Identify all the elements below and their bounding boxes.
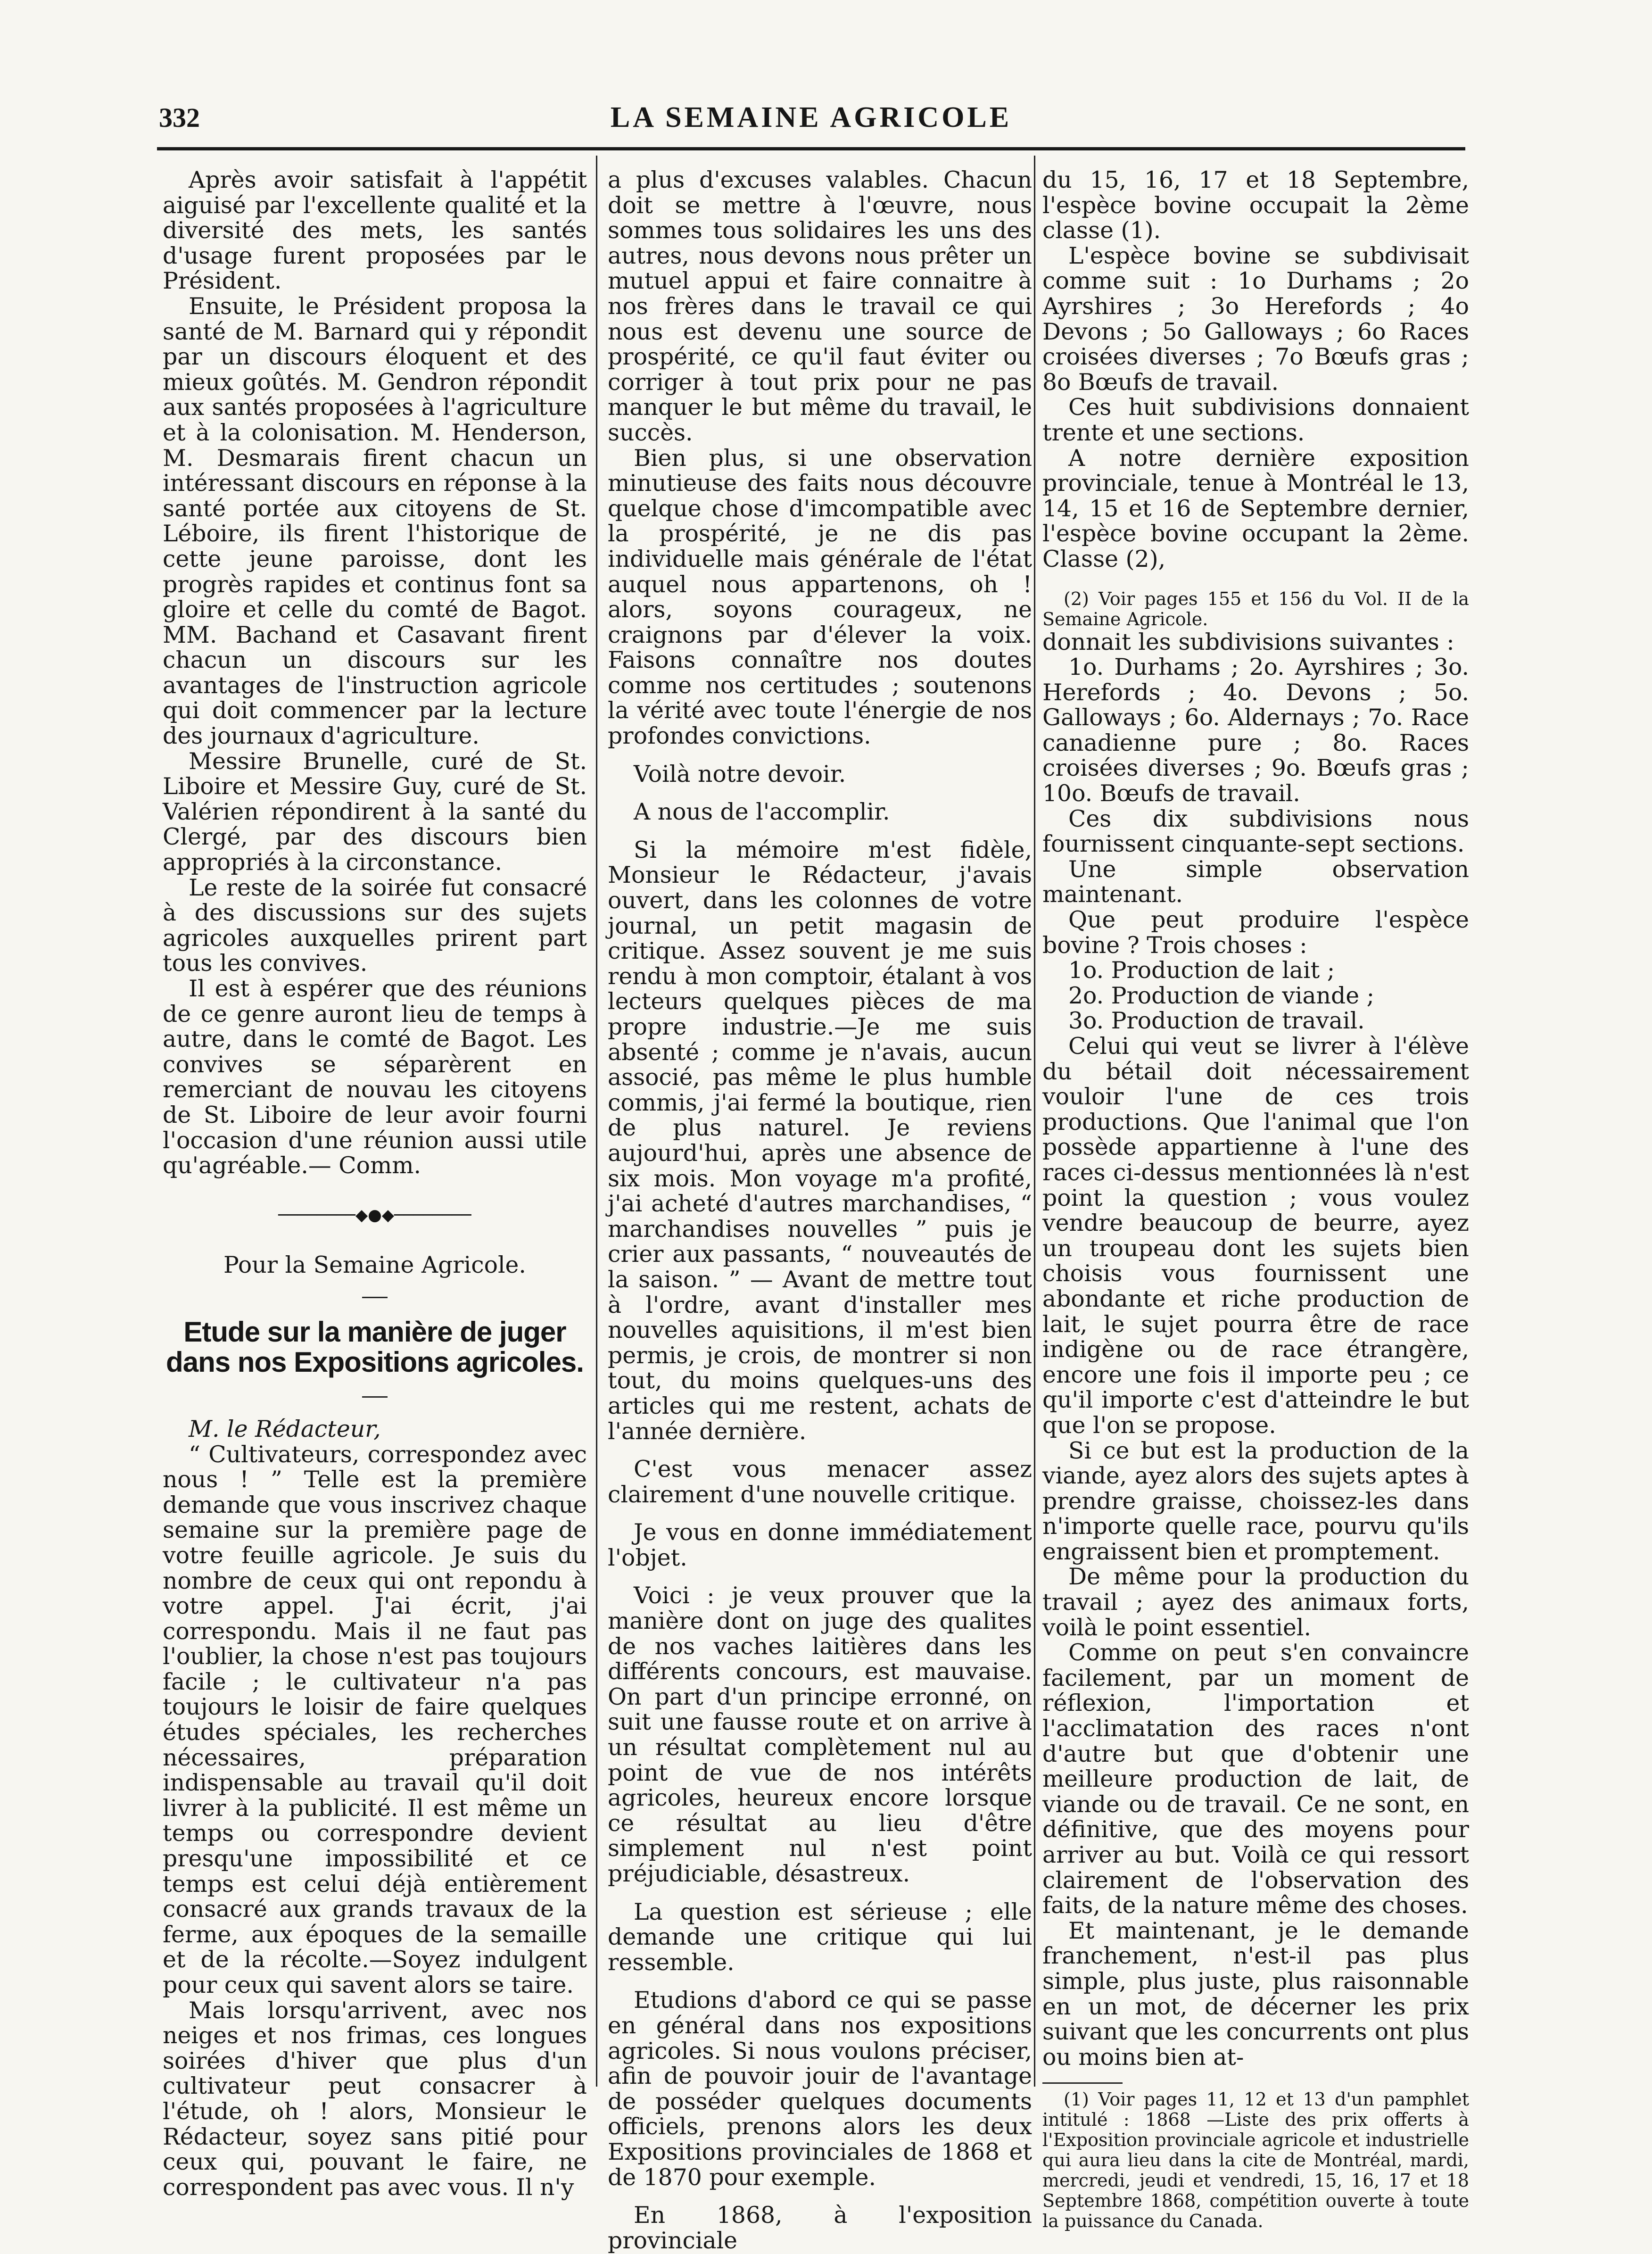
list-item: 3o. Production de travail. — [1068, 1007, 1365, 1035]
list-item: 2o. Production de viande ; — [1068, 982, 1375, 1009]
paragraph: Ces huit subdivisions donnaient trente et une sections. — [1042, 394, 1469, 446]
divider-dash — [362, 1396, 388, 1398]
paragraph: Ces dix subdivisions nous fournissent cinquante-sept sections. — [1042, 805, 1469, 858]
column-3 — [1042, 166, 1469, 2232]
paragraph: Etudions d'abord ce qui se passe en général dans nos expositions agricoles. Si nous voulons préciser, afin de pouvoir jouir de l'avantage de posséder quelques documents officiels, prenons alors les deux Expositions provinciales de 1868 et de 1870 pour exemple. — [608, 1987, 1032, 2191]
column-1 — [163, 166, 587, 2201]
paragraph: Mais lorsqu'arrivent, avec nos neiges et nos frimas, ces longues soirées d'hiver que plus d'un cultivateur peut consacrer à l'étude, oh ! alors, Monsieur le Rédacteur, soyez sans pitié pour ceux qui, pouvant le faire, ne correspondent pas avec vous. Il n'y — [163, 1997, 587, 2201]
paragraph: Si la mémoire m'est fidèle, Monsieur le Rédacteur, j'avais ouvert, dans les colonnes de votre journal, un petit magasin de critique. Assez souvent je me suis rendu à mon comptoir, étalant à vos lecteurs quelques pièces de ma propre industrie.—Je me suis absenté ; comme je n'avais, aucun associé, pas même le plus humble commis, j'ai fermé la boutique, rien de plus naturel. Je reviens aujourd'hui, après une absence de six mois. Mon voyage m'a profité, j'ai acheté d'autres marchandises, “ marchandises nouvelles ” puis je crier aux passants, “ nouveautés de la saison. ” — Avant de mettre tout à l'ordre, avant d'installer mes nouvelles aquisitions, il m'est bien permis, je crois, de montrer si non tout, du moins quelques-uns des articles qui me restent, achats de l'année dernière. — [608, 836, 1032, 1445]
paragraph: Voilà notre devoir. — [634, 760, 846, 787]
article-title: Etude sur la manière de juger dans nos Expositions agricoles. — [166, 1316, 584, 1378]
paragraph: Le reste de la soirée fut consacré à des discussions sur des sujets agricoles auxquelles prirent part tous les convives. — [163, 874, 587, 977]
footnote-rule — [1042, 2082, 1123, 2084]
section-ornament: ────────◆●◆──────── — [278, 1205, 471, 1225]
paragraph: Si ce but est la production de la viande, ayez alors des sujets aptes à prendre graisse, choissez-les dans n'importe quelle race, pourvu qu'ils engraissent bien et promptement. — [1042, 1437, 1469, 1565]
attribution-line: Pour la Semaine Agricole. — [223, 1251, 526, 1279]
paragraph: Une simple observation maintenant. — [1042, 855, 1469, 908]
divider-dash — [362, 1297, 388, 1298]
paragraph: Que peut produire l'espèce bovine ? Trois choses : — [1042, 906, 1469, 959]
paragraph: Comme on peut s'en convaincre facilement, par un moment de réflexion, l'importation et l'acclimatation des races n'ont d'autre but que d'obtenir une meilleure production de lait, de viande ou de travail. Ce ne sont, en définitive, que des moyens pour arriver au but. Voilà ce qui ressort clairement de l'observation des faits, de la nature même des choses. — [1042, 1639, 1469, 1919]
column-divider — [596, 156, 597, 2087]
paragraph: Je vous en donne immédiatement l'objet. — [608, 1519, 1032, 1571]
paragraph: donnait les subdivisions suivantes : — [1042, 628, 1454, 655]
column-divider — [1034, 156, 1035, 2087]
header-rule — [157, 147, 1465, 150]
paragraph: Celui qui veut se livrer à l'élève du bétail doit nécessairement vouloir l'une de ces trois productions. Que l'animal que l'on possède appartienne à l'une des races ci-dessus mentionnées là n'est point la question ; vous voulez vendre beaucoup de beurre, ayez un troupeau dont les sujets bien choisis vous fournissent une abondante et riche production de lait, le sujet pourra être de race indigène ou de race étrangère, encore une fois il importe peu ; ce qu'il importe c'est d'atteindre le but que l'on se propose. — [1042, 1033, 1469, 1439]
page-number: 332 — [159, 102, 200, 133]
paragraph: Après avoir satisfait à l'appétit aiguisé par l'excellente qualité et la diversité des mets, les santés d'usage furent proposées par le Président. — [163, 166, 587, 295]
paragraph: Bien plus, si une observation minutieuse des faits nous découvre quelque chose d'imcompatible avec la prospérité, je ne dis pas individuelle mais générale de l'état auquel nous appartenons, oh ! alors, soyons courageux, ne craignons par d'élever la voix. Faisons connaître nos doutes comme nos certitudes ; soutenons la vérité avec toute l'énergie de nos profondes convictions. — [608, 444, 1032, 750]
column-2 — [608, 166, 1032, 2254]
paragraph: Il est à espérer que des réunions de ce genre auront lieu de temps à autre, dans le comté de Bagot. Les convives se séparèrent en remerciant de nouvau les citoyens de St. Liboire de leur avoir fourni l'occasion d'une réunion aussi utile qu'agréable.— Comm. — [163, 975, 587, 1179]
list-item: 1o. Production de lait ; — [1068, 957, 1335, 984]
paragraph: Ensuite, le Président proposa la santé de M. Barnard qui y répondit par un discours éloquent et des mieux goûtés. M. Gendron répondit aux santés proposées à l'agriculture et à la colonisation. M. Henderson, M. Desmarais firent chacun un intéressant discours en réponse à la santé portée aux citoyens de St. Léboire, ils firent l'historique de cette jeune paroisse, dont les progrès rapides et continus font sa gloire et celle du comté de Bagot. MM. Bachand et Casavant firent chacun un discours sur les avantages de l'instruction agricole qui doit commencer par la lecture des journaux d'agriculture. — [163, 292, 587, 750]
paragraph: Voici : je veux prouver que la manière dont on juge des qualites de nos vaches laitières dans les différents concours, est mauvaise. On part d'un principe erronné, on suit une fausse route et on arrive à un résultat complètement nul au point de vue de nos intérêts agricoles, heureux encore lorsque ce résultat au lieu d'être simplement nul n'est point préjudiciable, désastreux. — [608, 1582, 1032, 1887]
paragraph: Messire Brunelle, curé de St. Liboire et Messire Guy, curé de St. Valérien répondirent à la santé du Clergé, par des discours bien appropriés à la circonstance. — [163, 747, 587, 876]
paragraph: Et maintenant, je le demande franchement, n'est-il pas plus simple, plus juste, plus raisonnable en un mot, de décerner les prix suivant que les concurrents ont plus ou moins bien at- — [1042, 1917, 1469, 2071]
paragraph: 1o. Durhams ; 2o. Ayrshires ; 3o. Herefords ; 4o. Devons ; 5o. Galloways ; 6o. Aldernays ; 7o. Race canadienne pure ; 8o. Races croisées diverses ; 9o. Bœufs gras ; 10o. Bœufs de travail. — [1042, 654, 1469, 807]
page-header — [157, 99, 1465, 142]
paragraph: A nous de l'accomplir. — [634, 798, 890, 826]
paragraph: La question est sérieuse ; elle demande une critique qui lui ressemble. — [608, 1898, 1032, 1976]
paragraph: A notre dernière exposition provinciale, tenue à Montréal le 13, 14, 15 et 16 de Septembre dernier, l'espèce bovine occupant la 2ème. Classe (2), — [1042, 444, 1469, 572]
paragraph: En 1868, à l'exposition provinciale — [608, 2202, 1032, 2254]
salutation: M. le Rédacteur, — [189, 1415, 381, 1442]
paragraph: “ Cultivateurs, correspondez avec nous ! ” Telle est la première demande que vous inscrivez chaque semaine sur la première page de votre feuille agricole. Je suis du nombre de ceux qui ont repondu à votre appel. J'ai écrit, j'ai correspondu. Mais il ne faut pas l'oublier, la chose n'est pas toujours facile ; le cultivateur n'a pas toujours le loisir de faire quelques études spéciales, les recherches nécessaires, préparation indispensable au travail qu'il doit livrer à la publicité. Il est même un temps ou correspondre devient presqu'une impossibilité et ce temps est celui déjà entièrement consacré aux grands travaux de la ferme, aux époques de la semaille et de la récolte.—Soyez indulgent pour ceux qui savent alors se taire. — [163, 1441, 587, 1998]
paragraph: du 15, 16, 17 et 18 Septembre, l'espèce bovine occupait la 2ème classe (1). — [1042, 166, 1469, 244]
paragraph: C'est vous menacer assez clairement d'une nouvelle critique. — [608, 1456, 1032, 1508]
paragraph: De même pour la production du travail ; ayez des animaux forts, voilà le point essentiel. — [1042, 1563, 1469, 1641]
masthead: LA SEMAINE AGRICOLE — [610, 101, 1012, 133]
paragraph: a plus d'excuses valables. Chacun doit se mettre à l'œuvre, nous sommes tous solidaires les uns des autres, nous devons nous prêter un mutuel appui et faire connaitre à nos frères dans le travail ce qui nous est devenu une source de prospérité, ce qu'il faut éviter ou corriger à tout prix pour ne pas manquer le but même du travail, le succès. — [608, 166, 1032, 446]
footnote: (2) Voir pages 155 et 156 du Vol. II de la Semaine Agricole. — [1042, 588, 1469, 630]
paragraph: L'espèce bovine se subdivisait comme suit : 1o Durhams ; 2o Ayrshires ; 3o Herefords ; 4o Devons ; 5o Galloways ; 6o Races croisées diverses ; 7o Bœufs gras ; 8o Bœufs de travail. — [1042, 242, 1469, 396]
footnote: (1) Voir pages 11, 12 et 13 d'un pamphlet intitulé : 1868 —Liste des prix offerts à l'Exposition provinciale agricole et industrielle qui aura lieu dans la cite de Montréal, mardi, mercredi, jeudi et vendredi, 15, 16, 17 et 18 Septembre 1868, compétition ouverte à toute la puissance du Canada. — [1042, 2089, 1469, 2232]
